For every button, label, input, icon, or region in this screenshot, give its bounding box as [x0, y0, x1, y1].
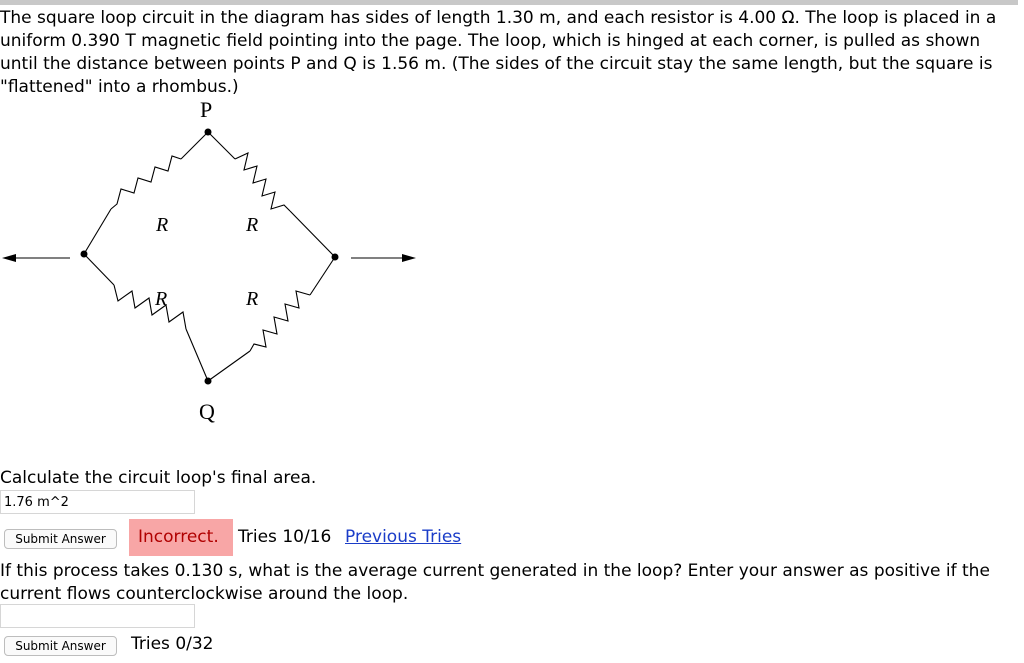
question-2-tries: Tries 0/32	[131, 634, 214, 654]
arrow-left-head	[2, 254, 16, 262]
label-p: P	[200, 97, 213, 122]
label-q: Q	[199, 399, 215, 424]
wire-lower-right-corner	[310, 257, 335, 295]
resistor-label-upper-left: R	[156, 214, 169, 236]
question-1-prompt: Calculate the circuit loop's final area.	[0, 468, 317, 488]
node-p	[205, 129, 212, 136]
problem-statement: The square loop circuit in the diagram has sides of length 1.30 m, and each resistor is 4.00 Ω. The loop is placed in a uniform 0.390 T magnetic field pointing into the page. The loop, which is hinged at each corner, is pulled as shown until the distance between points P and Q is 1.56 m. (The sides of the circuit stay the same length, but the square is "flattened" into a rhombus.)	[0, 8, 997, 97]
wire-upper-right-corner	[290, 211, 335, 257]
top-divider	[0, 0, 1018, 5]
wire-upper-left-corner	[84, 209, 111, 254]
resistor-label-lower-right: R	[246, 288, 259, 310]
resistor-upper-left	[111, 156, 181, 209]
question-2-submit-button[interactable]: Submit Answer	[4, 636, 117, 656]
question-1-tries: Tries 10/16	[238, 527, 332, 547]
question-1-status-badge: Incorrect.	[129, 519, 233, 556]
circuit-diagram	[0, 95, 440, 435]
wire-lower-right-q	[208, 351, 250, 381]
wire-lower-left-corner	[84, 254, 114, 285]
node-right	[332, 254, 339, 261]
arrow-right-head	[402, 254, 416, 262]
wire-lower-left-q	[186, 329, 208, 381]
question-2-prompt: If this process takes 0.130 s, what is the average current generated in the loop? Enter your answer as positive if the current flows counterclockwise around the loop.	[0, 561, 990, 604]
question-1-answer-input[interactable]	[0, 490, 195, 514]
node-left	[81, 251, 88, 258]
resistor-label-lower-left: R	[155, 288, 168, 310]
question-2-answer-input[interactable]	[0, 604, 195, 628]
resistor-lower-right	[250, 291, 310, 351]
resistor-upper-right	[235, 153, 290, 211]
question-1-submit-button[interactable]: Submit Answer	[4, 529, 117, 549]
resistor-label-upper-right: R	[246, 214, 259, 236]
previous-tries-link[interactable]: Previous Tries	[345, 527, 462, 547]
node-q	[205, 378, 212, 385]
wire-p-upper-right	[208, 132, 235, 159]
resistor-lower-left	[114, 285, 186, 329]
wire-p-upper-left	[181, 132, 208, 159]
